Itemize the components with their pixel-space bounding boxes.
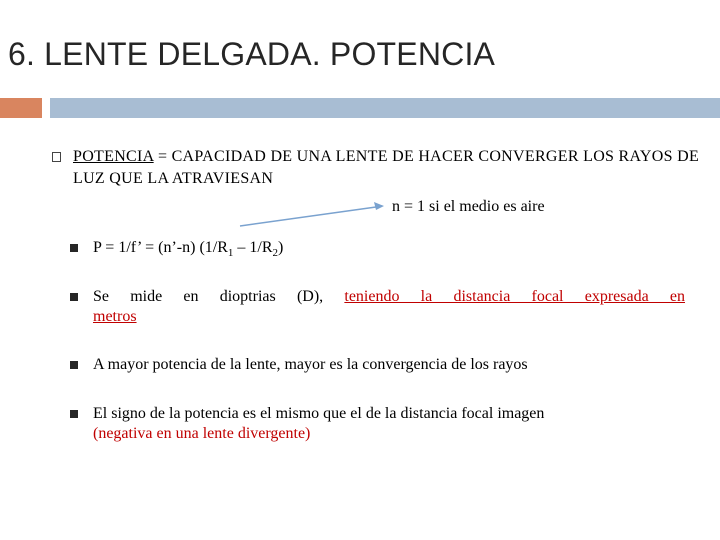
- bullet-icon: [70, 293, 78, 301]
- units-plain-text: Se mide en dioptrias (D),: [93, 288, 345, 305]
- formula-part: ): [278, 239, 284, 256]
- formula-part: – 1/R: [233, 239, 273, 256]
- formula-text: [93, 238, 685, 263]
- units-red-text-2: metros: [93, 308, 137, 325]
- pointer-arrow-line: [240, 207, 376, 226]
- intro-definition-text: = CAPACIDAD DE UNA LENTE DE HACER CONVERGER LOS RAYOS DE LUZ QUE LA ATRAVIESAN: [73, 148, 700, 187]
- convergence-text: A mayor potencia de la lente, mayor es la convergencia de los rayos: [93, 356, 528, 373]
- sign-plain-text: El signo de la potencia es el mismo que el de la distancia focal imagen: [93, 405, 545, 422]
- intro-term: POTENCIA: [73, 148, 154, 165]
- units-line-1: [93, 287, 685, 307]
- formula-subscript-2: 2: [272, 247, 279, 260]
- formula-part: P = 1/f’ = (n’-n) (1/R: [93, 239, 228, 256]
- units-red-text: teniendo la distancia focal expresada en: [344, 288, 685, 305]
- sign-text: [93, 404, 685, 444]
- bullet-icon: [70, 244, 78, 252]
- medium-note: n = 1 si el medio es aire: [392, 198, 545, 215]
- sign-red-text: (negativa en una lente divergente): [93, 425, 311, 442]
- units-text: [93, 287, 685, 327]
- slide-title: 6. LENTE DELGADA. POTENCIA: [8, 36, 496, 72]
- bullet-icon: [70, 361, 78, 369]
- pointer-arrow-head: [374, 202, 384, 210]
- formula-subscript-1: 1: [227, 247, 234, 260]
- bullet-icon: [70, 410, 78, 418]
